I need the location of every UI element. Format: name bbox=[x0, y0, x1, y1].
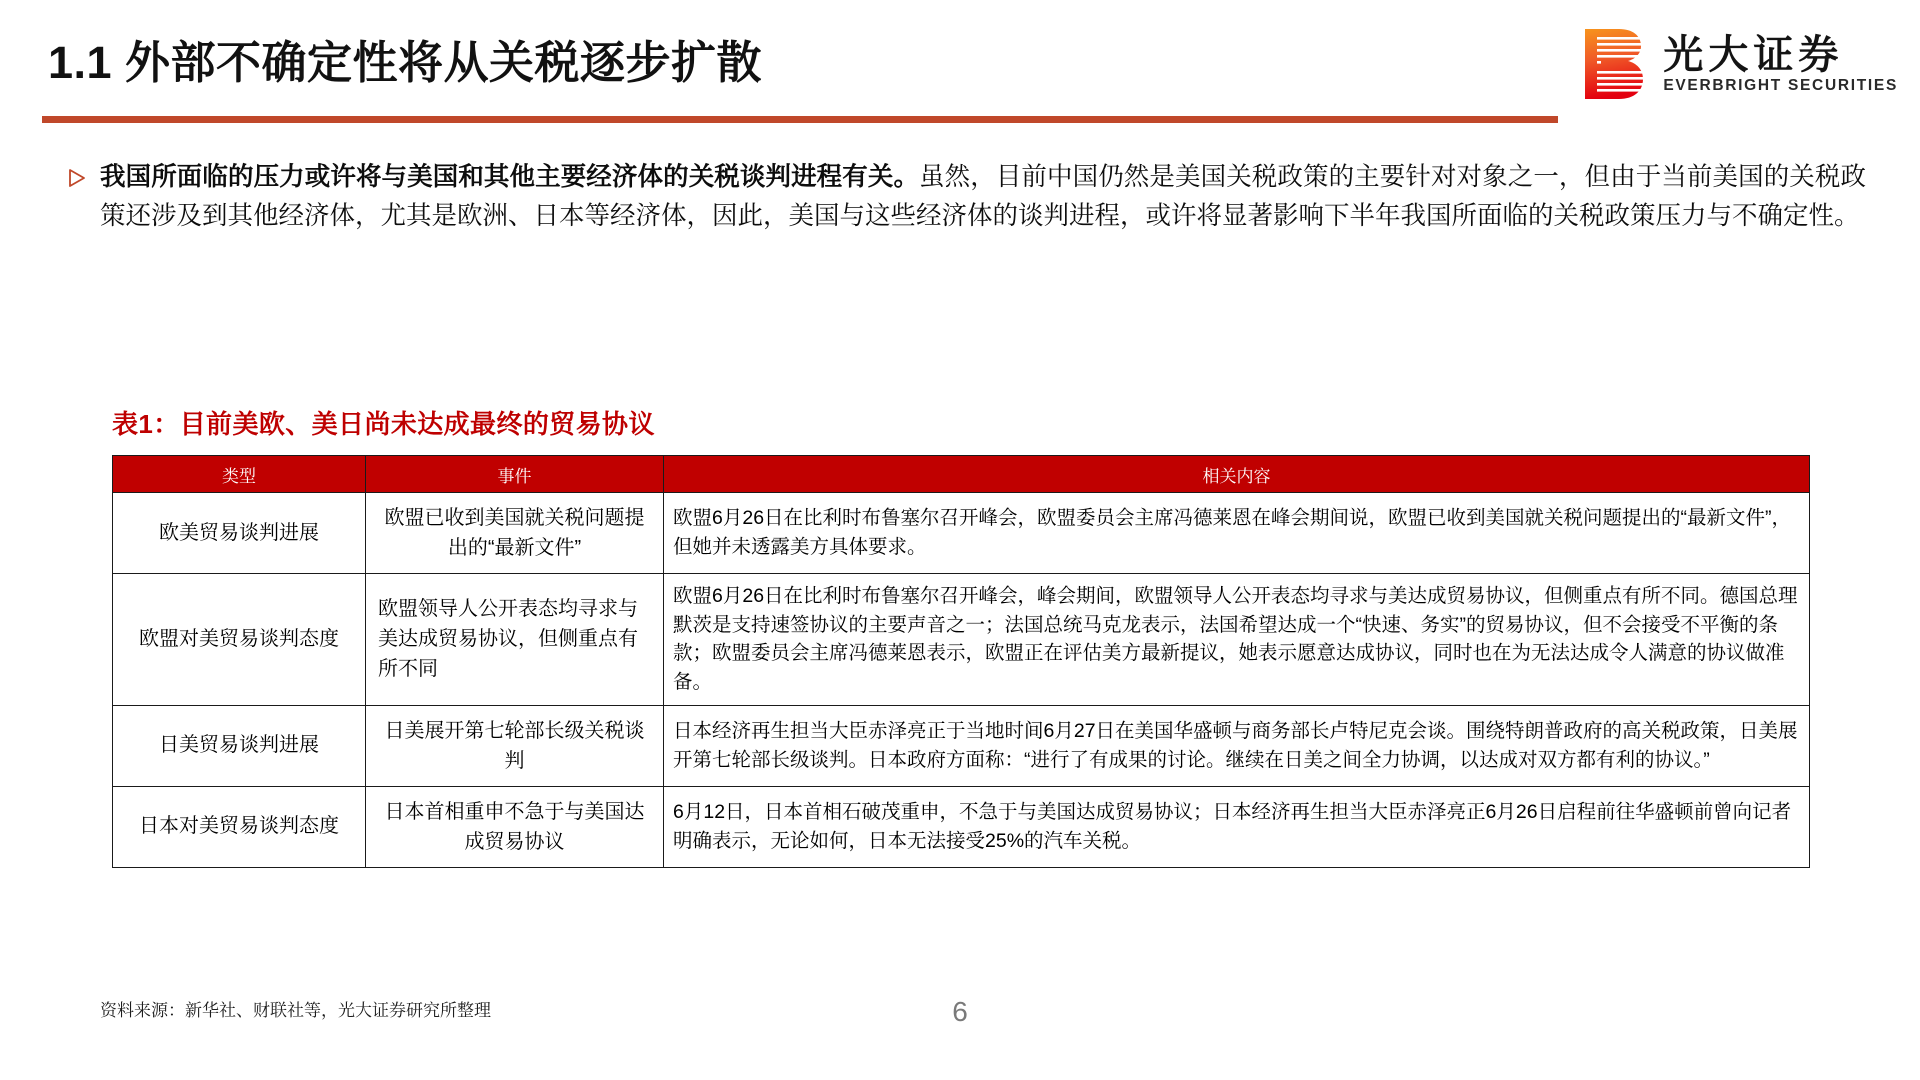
bullet-lead-sentence: 我国所面临的压力或许将与美国和其他主要经济体的关税谈判进程有关。 bbox=[100, 163, 920, 191]
cell-type: 日本对美贸易谈判态度 bbox=[113, 786, 366, 867]
cell-type: 日美贸易谈判进展 bbox=[113, 705, 366, 786]
column-header-event: 事件 bbox=[366, 456, 664, 493]
column-header-type: 类型 bbox=[113, 456, 366, 493]
bullet-row bbox=[66, 158, 1866, 237]
everbright-b-mark-icon bbox=[1583, 28, 1647, 100]
table-header-row bbox=[113, 456, 1810, 493]
bullet-paragraph-block bbox=[66, 158, 1866, 237]
cell-event: 欧盟领导人公开表态均寻求与美达成贸易协议，但侧重点有所不同 bbox=[366, 574, 664, 706]
page-title: 1.1 外部不确定性将从关税逐步扩散 bbox=[48, 37, 763, 88]
brand-logo bbox=[1583, 28, 1898, 100]
title-divider bbox=[42, 116, 1558, 123]
cell-type: 欧盟对美贸易谈判态度 bbox=[113, 574, 366, 706]
cell-content: 6月12日，日本首相石破茂重申，不急于与美国达成贸易协议；日本经济再生担当大臣赤泽亮正6月26日启程前往华盛顿前曾向记者明确表示，无论如何，日本无法接受25%的汽车关税。 bbox=[664, 786, 1810, 867]
bullet-text bbox=[100, 158, 1866, 237]
table-row bbox=[113, 705, 1810, 786]
cell-event: 欧盟已收到美国就关税问题提出的“最新文件” bbox=[366, 493, 664, 574]
table-row bbox=[113, 574, 1810, 706]
table-caption: 表1：目前美欧、美日尚未达成最终的贸易协议 bbox=[112, 409, 655, 439]
column-header-content: 相关内容 bbox=[664, 456, 1810, 493]
cell-event: 日本首相重申不急于与美国达成贸易协议 bbox=[366, 786, 664, 867]
arrow-right-icon bbox=[66, 158, 100, 194]
slide-header bbox=[0, 0, 1920, 130]
trade-negotiation-table bbox=[112, 455, 1810, 868]
cell-content: 日本经济再生担当大臣赤泽亮正于当地时间6月27日在美国华盛顿与商务部长卢特尼克会谈。围绕特朗普政府的高关税政策，日美展开第七轮部长级谈判。日本政府方面称：“进行了有成果的讨论。继续在日美之间全力协调，以达成对双方都有利的协议。” bbox=[664, 705, 1810, 786]
logo-wordmark bbox=[1663, 32, 1898, 94]
logo-name-en: EVERBRIGHT SECURITIES bbox=[1663, 76, 1898, 94]
cell-content: 欧盟6月26日在比利时布鲁塞尔召开峰会，峰会期间，欧盟领导人公开表态均寻求与美达成贸易协议，但侧重点有所不同。德国总理默茨是支持速签协议的主要声音之一；法国总统马克龙表示，法国希望达成一个“快速、务实”的贸易协议，但不会接受不平衡的条款；欧盟委员会主席冯德莱恩表示，欧盟正在评估美方最新提议，她表示愿意达成协议，同时也在为无法达成令人满意的协议做准备。 bbox=[664, 574, 1810, 706]
page-number: 6 bbox=[952, 996, 968, 1027]
bullet-rest-sentence: 虽然，目前中国仍然是美国关税政策的主要针对对象之一，但由于当前美国的关税政策还涉及到其他经济体，尤其是欧洲、日本等经济体，因此，美国与这些经济体的谈判进程，或许将显著影响下半年我国所面临的关税政策压力与不确定性。 bbox=[100, 163, 1866, 231]
source-note: 资料来源：新华社、财联社等，光大证券研究所整理 bbox=[100, 1001, 491, 1020]
table-row bbox=[113, 786, 1810, 867]
table-row bbox=[113, 493, 1810, 574]
cell-content: 欧盟6月26日在比利时布鲁塞尔召开峰会，欧盟委员会主席冯德莱恩在峰会期间说，欧盟已收到美国就关税问题提出的“最新文件”，但她并未透露美方具体要求。 bbox=[664, 493, 1810, 574]
cell-type: 欧美贸易谈判进展 bbox=[113, 493, 366, 574]
cell-event: 日美展开第七轮部长级关税谈判 bbox=[366, 705, 664, 786]
logo-name-cn: 光大证券 bbox=[1663, 32, 1844, 77]
